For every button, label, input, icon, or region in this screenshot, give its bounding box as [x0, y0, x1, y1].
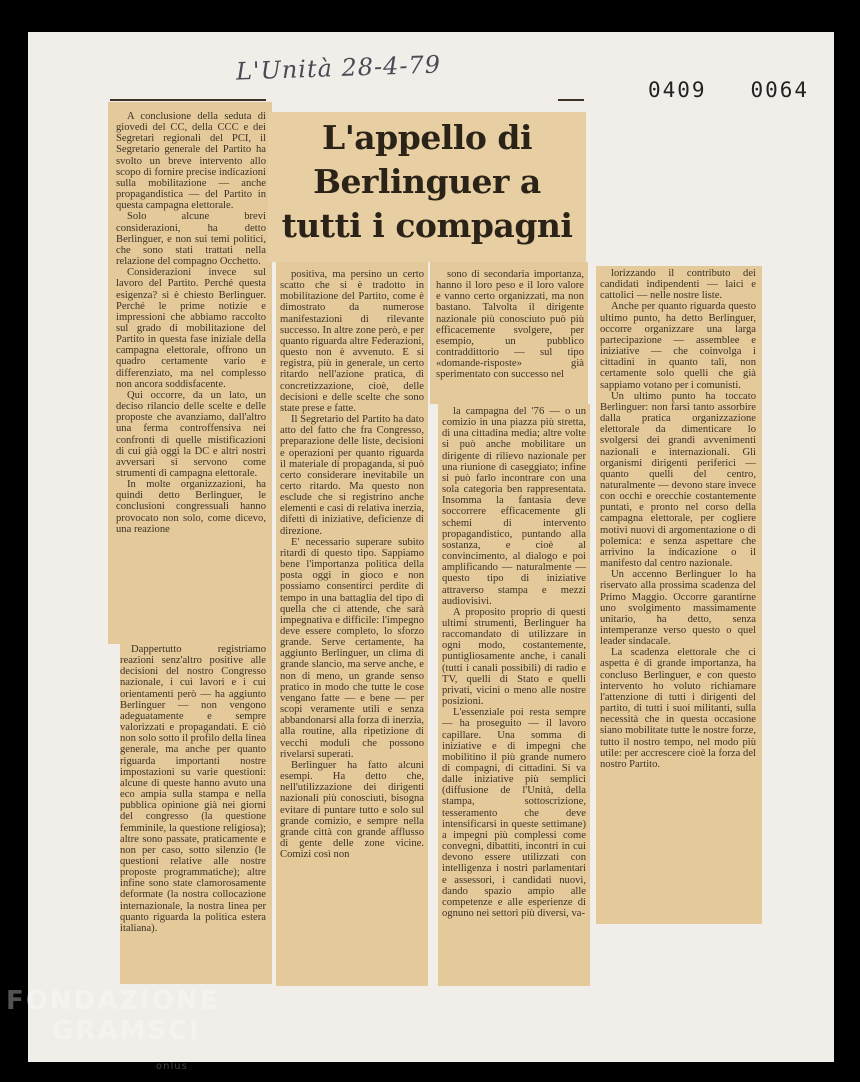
watermark-line-1: FONDAZIONE: [6, 986, 220, 1016]
article-paragraph: Qui occorre, da un lato, un deciso rilancio delle scelte e delle proposte che avanziamo, dall'altro una ferma controffensiva nei confronti di quelle mistificazioni di cui già oggi la DC e altri nostri avversari si servono come strumenti di campagna elettorale.: [116, 389, 266, 479]
article-paragraph: lorizzando il contributo dei candidati indipendenti — laici e cattolici — nelle nostre liste.: [600, 268, 756, 302]
article-paragraph: sono di secondaria importanza, hanno il loro peso e il loro valore e vanno certo organizzati, ma non bastano. Talvolta il dirigente nazionale più conosciuto può più efficacemente svolgere, per esempio, un pubblico contraddittorio — sul tipo «domande-risposte» già sperimentato con successo nel: [436, 269, 584, 381]
article-paragraph: positiva, ma persino un certo scatto che si è tradotto in mobilitazione del Partito, come è dimostrato da numerose manifestazioni di rilevante successo. In altre zone però, e per quanto riguarda altre Federazioni, questo non è avvenuto. E si registra, più in generale, un certo ritardo nell'azione pratica, di concretizzazione, cioè, delle decisioni e delle scelte che sono state prese e fatte.: [280, 269, 424, 414]
article-column-4: [596, 266, 762, 924]
article-paragraph: Il Segretario del Partito ha dato atto del fatto che fra Congresso, preparazione delle liste, decisioni e operazioni per quanto riguarda il materiale di propaganda, si può certo considerare inevitabile un certo ritardo. Ma questo non esclude che si registrino anche elementi e casi di relativa inerzia, difetti di iniziative, deficienze di direzione.: [280, 414, 424, 537]
article-paragraph: In molte organizzazioni, ha quindi detto Berlinguer, le conclusioni congressuali hanno provocato non solo, come dicevo, una reazione: [116, 479, 266, 535]
article-paragraph: A conclusione della seduta di giovedì del CC, della CCC e dei Segretari regionali del PCI, il Segretario generale del Partito ha svolto un breve intervento allo scopo di fornire precise indicazioni sulla mobilitazione — anche propagandistica — del Partito in questa campagna elettorale.: [116, 111, 266, 212]
col1-continuation: [120, 644, 272, 934]
article-paragraph: Considerazioni invece sul lavoro del Partito. Perché questa esigenza? si è chiesto Berlinguer. Perché le prime notizie e impressioni che abbiamo raccolto sul grado di mobilitazione del Partito in questa fase iniziale della campagna elettorale, offrono un quadro certamente vario e differenziato, ma nel complesso non ancora soddisfacente.: [116, 267, 266, 390]
article-paragraph: E' necessario superare subito ritardi di questo tipo. Sappiamo bene l'importanza politica della posta oggi in gioco e non possiamo consentirci perdite di tempo in una battaglia del tipo di quella che ci attende, che sarà impegnativa e difficile: l'impegno deve essere completo, lo sforzo grande. Serve certamente, ha aggiunto Berlinguer, un clima di grande slancio, ma serve anche, e non di meno, un grande senso pratico in modo che tutte le cose vengano fatte — e bene — per scopi veramente utili e senza abbandonarsi alla forza di inerzia, alla routine, alla ripetizione di vecchi moduli che possono rivelarsi superati.: [280, 536, 424, 760]
article-paragraph: Solo alcune brevi considerazioni, ha detto Berlinguer, e non sui temi politici, che sono stati trattati nella relazione del compagno Occhetto.: [116, 211, 266, 268]
foundation-watermark: [6, 986, 220, 1072]
top-rule-left: [110, 99, 266, 101]
article-paragraph: Un ultimo punto ha toccato Berlinguer: non farsi tanto assorbire dalla pratica organizzazione elettorale da dimenticare lo svolgersi dei grandi avvenimenti nazionali e internazionali. Gli organismi dirigenti periferici — quanto quelli del centro, naturalmente — devono stare invece con occhi e orecchie costantemente puntati, e pronto nel corso della campagna elettorale, per cogliere motivi nuovi di argomentazione o di polemica: e senza aspettare che arrivino la indicazione o il manifesto dal centro nazionale.: [600, 390, 756, 570]
headline-box: [268, 112, 586, 262]
article-paragraph: Berlinguer ha fatto alcuni esempi. Ha detto che, nell'utilizzazione dei dirigenti nazionali più conosciuti, bisogna evitare di puntare tutto e solo sul grande comizio, e sempre nella grande città con grande afflusso di gente delle zone vicine. Comizi così non: [280, 759, 424, 861]
article-paragraph: la campagna del '76 — o un comizio in una piazza più stretta, di una cittadina media; altre volte si può anche mobilitare un dirigente di rilievo nazionale per una riunione di caseggiato; infine si può farlo incontrare con una sola categoria ben rappresentata. Insomma la fantasia deve soccorrere efficacemente gli schemi di intervento propagandistico, puntando alla sostanza, e cioè al convincimento, al dialogo e poi amplificando — naturalmente — questo tipo di iniziative attraverso stampa e mezzi audiovisivi.: [442, 406, 586, 607]
watermark-line-3: onlus: [156, 1061, 188, 1072]
handwritten-source-note: L'Unità 28-4-79: [235, 50, 442, 86]
top-rule-right: [558, 99, 584, 101]
archive-code: 0409 0064: [648, 78, 810, 102]
article-paragraph: Anche per quanto riguarda questo ultimo punto, ha detto Berlinguer, occorre organizzare una larga partecipazione — assemblee e iniziative — che coinvolga i cittadini in quanto tali, non certamente solo quelli che già sappiamo votano per i comunisti.: [600, 301, 756, 391]
article-paragraph: Un accenno Berlinguer lo ha riservato alla prossima scadenza del Primo Maggio. Occorre garantirne uno svolgimento massimamente unitario, ha detto, senza intemperanze verso questo o quel leader sindacale.: [600, 569, 756, 648]
watermark-line-2: GRAMSCI: [52, 1016, 201, 1046]
article-headline: L'appello di Berlinguer a tutti i compagni: [281, 118, 573, 245]
article-paragraph: Dappertutto registriamo reazioni senz'altro positive alle decisioni del nostro Congresso nazionale, i cui lavori e i cui orientamenti però — ha aggiunto Berlinguer — non vengono adeguatamente e sempre valorizzati e propagandati. E ciò non solo sotto il profilo della linea generale, ma anche per quanto riguarda importanti nostre impostazioni su varie questioni: alcune di queste hanno avuto una eco ampia sulla stampa e nella pubblica opinione già nei giorni del congresso (la questione femminile, la questione religiosa); altre sono passate, praticamente e non per caso, sotto silenzio (le questioni relative alle nostre proposte programmatiche); altre infine sono state clamorosamente deformate (la nostra collocazione internazionale, la nostra linea per quanto riguarda la politica estera italiana).: [120, 644, 266, 934]
article-column-1: [108, 102, 272, 644]
article-column-3-top: [430, 262, 588, 404]
article-column-3-bottom: [438, 404, 590, 986]
article-column-1-bottom: [120, 644, 272, 984]
article-paragraph: L'essenziale poi resta sempre — ha proseguito — il lavoro capillare. Una somma di iniziative e di impegni che mobilitino il più grande numero di compagni, di cittadini. Si va dalle iniziative più semplici (diffusione de l'Unità, della stampa, sottoscrizione, tesseramento che deve intensificarsi in queste settimane) a impegni più complessi come convegni, dibattiti, incontri in cui devono essere utilizzati con intelligenza i nostri parlamentari e assessori, i candidati nuovi, dando spazio ampio alle competenze e alle esperienze di ognuno nei settori più diversi, va-: [442, 707, 586, 920]
article-paragraph: La scadenza elettorale che ci aspetta è di grande importanza, ha concluso Berlinguer, e con questo intervento ho voluto richiamare l'attenzione di tutti i dirigenti del partito, di tutti i suoi militanti, sulla necessità che in questa occasione siano mobilitate tutte le nostre forze, tutto il nostro tempo, nel modo più utile: per accrescere cioè la forza del nostro Partito.: [600, 647, 756, 770]
article-column-2: [276, 262, 428, 986]
article-paragraph: A proposito proprio di questi ultimi strumenti, Berlinguer ha raccomandato di utilizzare in ogni modo, costantemente, puntigliosamente anche, i canali (tutti i canali possibili) di radio e TV, quelli di Stato e quelli privati, vicini o meno alle nostre posizioni.: [442, 606, 586, 708]
